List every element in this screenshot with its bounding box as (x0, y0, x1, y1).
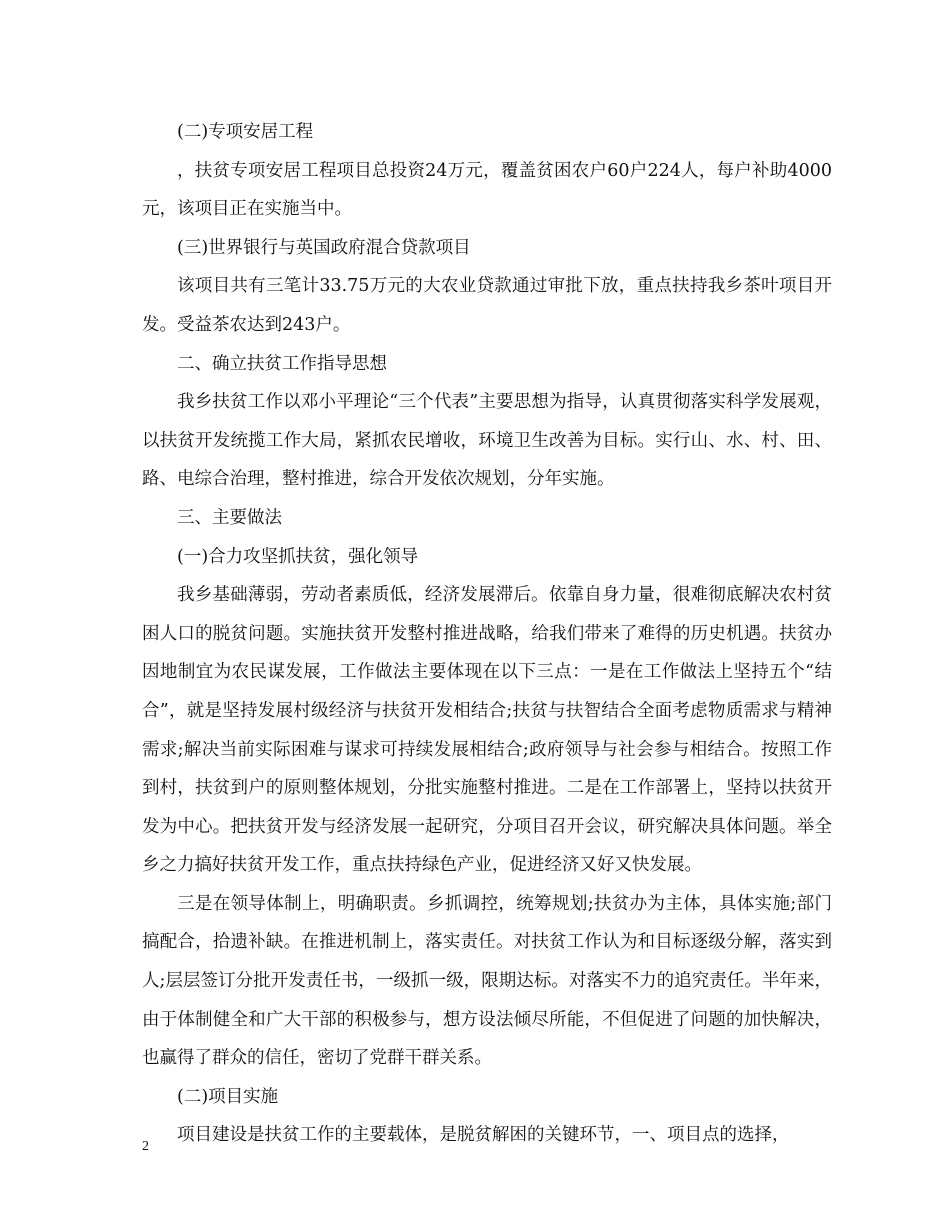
paragraph-leadership-system: 三是在领导体制上，明确职责。乡抓调控，统筹规划;扶贫办为主体，具体实施;部门搞配合，拾遗补缺。在推进机制上，落实责任。对扶贫工作认为和目标逐级分解，落实到人;层层签订分批开发责任书，一级抓一级，限期达标。对落实不力的追究责任。半年来，由于体制健全和广大干部的积极参与，想方设法倾尽所能，不但促进了问题的加快解决，也赢得了群众的信任，密切了党群干群关系。 (142, 893, 832, 1069)
document-body (142, 113, 832, 1155)
paragraph-guiding-ideology: 我乡扶贫工作以邓小平理论“三个代表”主要思想为指导，认真贯彻落实科学发展观，以扶贫开发统揽工作大局，紧抓农民增收，环境卫生改善为目标。实行山、水、村、田、路、电综合治理，整村推进，综合开发依次规划，分年实施。 (142, 392, 832, 490)
paragraph-housing-investment: ，扶贫专项安居工程项目总投资24万元，覆盖贫困农户60户224人，每户补助4000元，该项目正在实施当中。 (142, 160, 832, 220)
heading-main-practices: 三、主要做法 (177, 507, 282, 528)
heading-guiding-ideology: 二、确立扶贫工作指导思想 (177, 353, 387, 374)
paragraph-poverty-alleviation-practices: 我乡基础薄弱，劳动者素质低，经济发展滞后。依靠自身力量，很难彻底解决农村贫困人口的脱贫问题。实施扶贫开发整村推进战略，给我们带来了难得的历史机遇。扶贫办因地制宜为农民谋发展，工作做法主要体现在以下三点：一是在工作做法上坚持五个“结合”，就是坚持发展村级经济与扶贫开发相结合;扶贫与扶智结合全面考虑物质需求与精神需求;解决当前实际困难与谋求可持续发展相结合;政府领导与社会参与相结合。按照工作到村，扶贫到户的原则整体规划，分批实施整村推进。二是在工作部署上，坚持以扶贫开发为中心。把扶贫开发与经济发展一起研究，分项目召开会议，研究解决具体问题。举全乡之力搞好扶贫开发工作，重点扶持绿色产业，促进经济又好又快发展。 (142, 585, 832, 876)
page-number: 2 (142, 1139, 149, 1154)
heading-world-bank-loan-project: (三)世界银行与英国政府混合贷款项目 (177, 237, 471, 258)
paragraph-project-construction: 项目建设是扶贫工作的主要载体，是脱贫解困的关键环节，一、项目点的选择， (177, 1125, 790, 1146)
heading-strengthen-leadership: (一)合力攻坚抓扶贫，强化领导 (177, 546, 419, 567)
heading-project-implementation: (二)项目实施 (177, 1086, 279, 1107)
heading-special-housing-project: (二)专项安居工程 (177, 122, 314, 142)
paragraph-agricultural-loans: 该项目共有三笔计33.75万元的大农业贷款通过审批下放，重点扶持我乡茶叶项目开发。受益茶农达到243户。 (142, 276, 832, 335)
